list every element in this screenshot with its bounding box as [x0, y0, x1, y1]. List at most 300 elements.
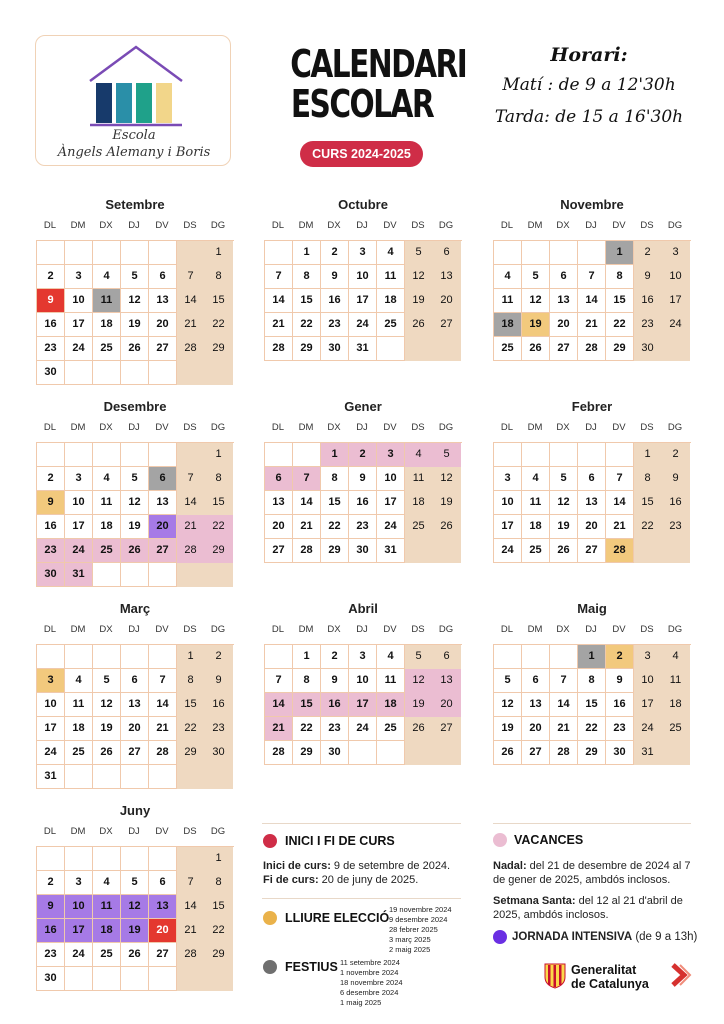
calendar-day: 16: [37, 313, 65, 337]
weekday-header: DG: [667, 624, 683, 635]
calendar-day: 25: [93, 943, 121, 967]
calendar-day: 29: [184, 746, 197, 758]
calendar-day: 29: [293, 741, 321, 765]
calendar-empty-cell: [93, 645, 121, 669]
weekday-header: DG: [667, 422, 683, 433]
calendar-day: 29: [293, 337, 321, 361]
calendar-day: 6: [149, 467, 177, 491]
calendar-day: 6: [578, 467, 606, 491]
calendar-day: 6: [443, 650, 450, 662]
calendar-day: 30: [606, 741, 634, 765]
calendar-day: 10: [349, 669, 377, 693]
calendar-empty-cell: [662, 539, 690, 563]
calendar-day: 22: [578, 717, 606, 741]
calendar-day: 31: [641, 746, 654, 758]
calendar-day: 1: [321, 443, 349, 467]
weekday-header: DJ: [585, 220, 597, 231]
weekday-header: DX: [99, 826, 113, 837]
calendar-day: 26: [522, 337, 550, 361]
month-grid: [493, 240, 691, 361]
calendar-day: 6: [443, 246, 450, 258]
calendar-day: 31: [377, 539, 405, 563]
calendar-day: 24: [641, 722, 654, 734]
calendar-day: 12: [121, 895, 149, 919]
weekday-header: DJ: [128, 624, 140, 635]
calendar-day: 28: [184, 342, 197, 354]
calendar-day: 15: [212, 900, 225, 912]
weekday-header: DS: [640, 624, 654, 635]
calendar-day: 5: [433, 443, 461, 467]
calendar-day: 9: [321, 265, 349, 289]
weekday-header: DJ: [128, 826, 140, 837]
calendar-day: 10: [65, 289, 93, 313]
calendar-day: 7: [550, 669, 578, 693]
weekday-header: DV: [612, 624, 626, 635]
weekday-header: DS: [411, 422, 425, 433]
calendar-day: 20: [265, 515, 293, 539]
calendar-day: 30: [321, 337, 349, 361]
calendar-empty-cell: [265, 241, 293, 265]
calendar-day: 23: [321, 717, 349, 741]
calendar-day: 24: [494, 539, 522, 563]
calendar-empty-cell: [149, 967, 177, 991]
lliure-date: 19 novembre 2024: [389, 905, 452, 914]
calendar-day: 5: [93, 669, 121, 693]
calendar-day: 4: [93, 467, 121, 491]
weekday-header: DM: [70, 422, 86, 433]
calendar-day: 17: [65, 313, 93, 337]
calendar-empty-cell: [121, 847, 149, 871]
weekday-header: DV: [383, 624, 397, 635]
calendar-day: 4: [405, 443, 433, 467]
calendar-day: 6: [550, 265, 578, 289]
calendar-day: 8: [606, 265, 634, 289]
calendar-empty-cell: [93, 443, 121, 467]
jornada-title: JORNADA INTENSIVA: [512, 931, 633, 943]
weekday-header: DX: [327, 422, 341, 433]
month-grid: [493, 442, 691, 563]
calendar-day: 31: [349, 337, 377, 361]
calendar-day: 1: [293, 241, 321, 265]
calendar-day: 17: [494, 515, 522, 539]
calendar-day: 11: [93, 491, 121, 515]
calendar-day: 1: [215, 852, 222, 864]
calendar-day: 21: [606, 515, 634, 539]
calendar-empty-cell: [433, 337, 461, 361]
calendar-day: 2: [672, 448, 679, 460]
calendar-day: 11: [93, 289, 121, 313]
month-grid: [264, 644, 462, 765]
calendar-empty-cell: [121, 361, 149, 385]
calendar-day: 5: [415, 246, 422, 258]
weekday-header: DG: [438, 624, 454, 635]
calendar-empty-cell: [149, 361, 177, 385]
calendar-day: 18: [522, 515, 550, 539]
calendar-day: 8: [578, 669, 606, 693]
calendar-day: 12: [550, 491, 578, 515]
calendar-day: 13: [149, 289, 177, 313]
weekday-header-row: [264, 624, 462, 638]
calendar-day: 2: [349, 443, 377, 467]
calendar-empty-cell: [65, 241, 93, 265]
calendar-day: 11: [377, 669, 405, 693]
calendar-day: 12: [440, 472, 453, 484]
calendar-empty-cell: [433, 741, 461, 765]
calendar-day: 9: [349, 467, 377, 491]
calendar-day: 2: [321, 241, 349, 265]
calendar-day: 22: [293, 717, 321, 741]
calendar-empty-cell: [550, 241, 578, 265]
calendar-day: 19: [522, 313, 550, 337]
calendar-day: 7: [149, 669, 177, 693]
setmana-value: del 12 al 21 d'abril de 2025, ambdós inclosos.: [493, 895, 683, 921]
calendar-empty-cell: [205, 967, 233, 991]
horari-mati: Matí : de 9 a 12'30h: [502, 75, 676, 95]
calendar-empty-cell: [349, 741, 377, 765]
calendar-day: 3: [672, 246, 679, 258]
calendar-empty-cell: [494, 241, 522, 265]
calendar-day: 8: [215, 270, 222, 282]
calendar-day: 31: [37, 765, 65, 789]
calendar-day: 13: [121, 693, 149, 717]
calendar-day: 19: [440, 496, 453, 508]
calendar-day: 8: [215, 472, 222, 484]
calendar-day: 15: [321, 491, 349, 515]
calendar-day: 27: [121, 741, 149, 765]
calendar-day: 2: [37, 467, 65, 491]
calendar-day: 10: [65, 895, 93, 919]
calendar-day: 16: [37, 919, 65, 943]
calendar-empty-cell: [662, 337, 690, 361]
calendar-day: 22: [205, 515, 233, 539]
calendar-day: 5: [121, 265, 149, 289]
weekday-header: DS: [183, 826, 197, 837]
calendar-day: 13: [578, 491, 606, 515]
calendar-day: 28: [265, 741, 293, 765]
calendar-day: 15: [212, 294, 225, 306]
calendar-empty-cell: [377, 741, 405, 765]
calendar-day: 9: [606, 669, 634, 693]
calendar-empty-cell: [121, 443, 149, 467]
calendar-day: 16: [321, 693, 349, 717]
calendar-day: 10: [37, 693, 65, 717]
calendar-day: 17: [349, 289, 377, 313]
calendar-day: 9: [644, 270, 651, 282]
calendar-day: 18: [377, 289, 405, 313]
calendar-day: 13: [550, 289, 578, 313]
calendar-day: 4: [93, 265, 121, 289]
weekday-header: DX: [99, 422, 113, 433]
calendar-day: 29: [606, 337, 634, 361]
calendar-day: 13: [149, 491, 177, 515]
calendar-day: 29: [205, 539, 233, 563]
calendar-day: 17: [641, 698, 654, 710]
calendar-day: 5: [121, 467, 149, 491]
weekday-header: DL: [271, 220, 285, 231]
calendar-day: 25: [377, 313, 405, 337]
calendar-day: 3: [494, 467, 522, 491]
horari-tarda: Tarda: de 15 a 16'30h: [494, 107, 684, 127]
calendar-day: 30: [212, 746, 225, 758]
festius-dates: [340, 958, 403, 1008]
calendar-day: 20: [433, 693, 461, 717]
school-name-line2: Àngels Alemany i Boris: [57, 145, 211, 160]
inici-fi-text: [263, 859, 463, 887]
calendar-day: 21: [578, 313, 606, 337]
weekday-header: DM: [70, 826, 86, 837]
month-grid: [264, 240, 462, 361]
calendar-day: 15: [606, 289, 634, 313]
calendar-day: 30: [641, 342, 654, 354]
weekday-header-row: [36, 826, 234, 840]
calendar-empty-cell: [177, 967, 205, 991]
calendar-day: 19: [412, 294, 425, 306]
month-title: Març: [119, 601, 151, 616]
calendar-day: 28: [177, 539, 205, 563]
calendar-day: 23: [606, 717, 634, 741]
calendar-empty-cell: [578, 443, 606, 467]
calendar-day: 5: [522, 265, 550, 289]
calendar-day: 5: [494, 669, 522, 693]
calendar-day: 27: [522, 741, 550, 765]
calendar-day: 26: [121, 337, 149, 361]
school-name-line1: Escola: [112, 128, 156, 143]
calendar-empty-cell: [37, 847, 65, 871]
school-logo-box: [35, 35, 231, 166]
festiu-date: 6 desembre 2024: [340, 988, 399, 997]
weekday-header: DV: [612, 220, 626, 231]
vacances-dot: [493, 833, 507, 847]
weekday-header: DJ: [585, 422, 597, 433]
festius-title: FESTIUS: [285, 960, 338, 974]
calendar-empty-cell: [65, 361, 93, 385]
calendar-empty-cell: [494, 443, 522, 467]
calendar-day: 21: [550, 717, 578, 741]
calendar-day: 4: [377, 241, 405, 265]
calendar-day: 21: [149, 717, 177, 741]
festiu-date: 1 maig 2025: [340, 998, 382, 1007]
calendar-day: 23: [641, 318, 654, 330]
weekday-header: DL: [43, 422, 57, 433]
calendar-day: 13: [522, 693, 550, 717]
calendar-day: 23: [212, 722, 225, 734]
calendar-day: 18: [669, 698, 682, 710]
calendar-day: 19: [121, 313, 149, 337]
calendar-day: 11: [669, 674, 682, 686]
calendar-day: 1: [187, 650, 194, 662]
calendar-day: 22: [641, 520, 654, 532]
calendar-day: 24: [65, 539, 93, 563]
calendar-empty-cell: [121, 241, 149, 265]
weekday-header: DS: [640, 422, 654, 433]
lliure-eleccio-dot: [263, 911, 277, 925]
legend-divider: [262, 823, 461, 824]
calendar-day: 18: [93, 313, 121, 337]
calendar-day: 11: [522, 491, 550, 515]
calendar-day: 14: [265, 693, 293, 717]
calendar-day: 12: [405, 669, 433, 693]
calendar-day: 10: [377, 467, 405, 491]
calendar-day: 28: [550, 741, 578, 765]
calendar-day: 7: [293, 467, 321, 491]
calendar-empty-cell: [205, 765, 233, 789]
calendar-day: 19: [93, 717, 121, 741]
calendar-day: 1: [606, 241, 634, 265]
weekday-header: DM: [70, 624, 86, 635]
calendar-empty-cell: [522, 241, 550, 265]
calendar-day: 9: [215, 674, 222, 686]
calendar-day: 26: [412, 722, 425, 734]
calendar-day: 16: [606, 693, 634, 717]
calendar-day: 25: [93, 539, 121, 563]
weekday-header: DS: [411, 220, 425, 231]
calendar-day: 19: [121, 515, 149, 539]
calendar-day: 25: [669, 722, 682, 734]
calendar-day: 25: [522, 539, 550, 563]
weekday-header-row: [264, 422, 462, 436]
calendar-day: 30: [37, 563, 65, 587]
calendar-day: 23: [349, 515, 377, 539]
chevron-right-icon: [668, 962, 692, 988]
calendar-day: 15: [641, 496, 654, 508]
weekday-header: DS: [183, 220, 197, 231]
calendar-day: 16: [641, 294, 654, 306]
weekday-header-row: [36, 220, 234, 234]
calendar-day: 15: [212, 496, 225, 508]
nadal-value: del 21 de desembre de 2024 al 7 de gener de 2025, ambdós inclosos.: [493, 860, 691, 886]
calendar-day: 16: [669, 496, 682, 508]
month-title: Febrer: [571, 399, 613, 414]
calendar-day: 22: [293, 313, 321, 337]
calendar-day: 20: [149, 919, 177, 943]
calendar-day: 4: [494, 265, 522, 289]
calendar-empty-cell: [177, 765, 205, 789]
calendar-day: 24: [65, 943, 93, 967]
generalitat-name: [571, 963, 649, 991]
calendar-day: 4: [93, 871, 121, 895]
calendar-day: 7: [187, 270, 194, 282]
course-badge: CURS 2024-2025: [300, 141, 423, 167]
weekday-header: DS: [640, 220, 654, 231]
weekday-header: DJ: [356, 220, 368, 231]
calendar-empty-cell: [265, 443, 293, 467]
calendar-day: 7: [578, 265, 606, 289]
calendar-day: 8: [644, 472, 651, 484]
calendar-empty-cell: [65, 645, 93, 669]
calendar-day: 15: [184, 698, 197, 710]
weekday-header-row: [36, 422, 234, 436]
weekday-header: DV: [612, 422, 626, 433]
calendar-empty-cell: [149, 645, 177, 669]
calendar-day: 24: [669, 318, 682, 330]
calendar-day: 22: [321, 515, 349, 539]
weekday-header: DV: [383, 220, 397, 231]
calendar-day: 6: [149, 871, 177, 895]
month-grid: [36, 644, 234, 789]
calendar-empty-cell: [121, 967, 149, 991]
calendar-day: 12: [121, 491, 149, 515]
calendar-day: 24: [377, 515, 405, 539]
calendar-day: 23: [37, 539, 65, 563]
calendar-empty-cell: [205, 361, 233, 385]
calendar-day: 8: [187, 674, 194, 686]
calendar-day: 9: [37, 289, 65, 313]
weekday-header: DM: [298, 422, 314, 433]
weekday-header: DL: [500, 624, 514, 635]
inici-label: Inici de curs:: [263, 860, 331, 872]
page-title-line1: CALENDARI: [290, 42, 467, 86]
calendar-day: 1: [644, 448, 651, 460]
calendar-day: 9: [37, 491, 65, 515]
month-title: Gener: [344, 399, 382, 414]
calendar-day: 14: [293, 491, 321, 515]
month-grid: [36, 240, 234, 385]
calendar-day: 5: [415, 650, 422, 662]
vacances-title: VACANCES: [514, 833, 584, 847]
calendar-day: 13: [433, 669, 461, 693]
calendar-day: 26: [121, 943, 149, 967]
weekday-header: DS: [183, 624, 197, 635]
weekday-header: DG: [210, 220, 226, 231]
calendar-day: 31: [65, 563, 93, 587]
weekday-header: DV: [155, 220, 169, 231]
calendar-day: 11: [93, 895, 121, 919]
calendar-day: 16: [349, 491, 377, 515]
calendar-day: 30: [37, 361, 65, 385]
generalitat-line1: Generalitat: [571, 963, 637, 977]
weekday-header: DJ: [356, 624, 368, 635]
calendar-empty-cell: [265, 645, 293, 669]
calendar-day: 22: [212, 318, 225, 330]
jornada-intensiva-text: [512, 930, 712, 944]
calendar-empty-cell: [634, 539, 662, 563]
weekday-header: DX: [327, 220, 341, 231]
calendar-day: 3: [377, 443, 405, 467]
calendar-day: 16: [321, 289, 349, 313]
calendar-day: 14: [578, 289, 606, 313]
calendar-day: 14: [265, 289, 293, 313]
calendar-day: 3: [65, 871, 93, 895]
weekday-header: DJ: [128, 220, 140, 231]
calendar-day: 28: [265, 337, 293, 361]
calendar-empty-cell: [377, 337, 405, 361]
calendar-day: 25: [494, 337, 522, 361]
weekday-header: DS: [183, 422, 197, 433]
month-title: Abril: [348, 601, 378, 616]
festiu-date: 11 setembre 2024: [340, 958, 400, 967]
calendar-day: 26: [440, 520, 453, 532]
calendar-day: 6: [522, 669, 550, 693]
calendar-day: 5: [121, 871, 149, 895]
weekday-header: DG: [210, 624, 226, 635]
month-title: Juny: [119, 803, 151, 818]
calendar-empty-cell: [149, 563, 177, 587]
calendar-day: 26: [412, 318, 425, 330]
calendar-empty-cell: [522, 443, 550, 467]
month-grid: [493, 644, 691, 765]
weekday-header: DX: [556, 220, 570, 231]
weekday-header: DJ: [356, 422, 368, 433]
month-title: Setembre: [105, 197, 165, 212]
calendar-day: 27: [265, 539, 293, 563]
calendar-day: 17: [349, 693, 377, 717]
calendar-day: 16: [212, 698, 225, 710]
calendar-empty-cell: [37, 241, 65, 265]
calendar-day: 25: [65, 741, 93, 765]
calendar-day: 2: [644, 246, 651, 258]
calendar-day: 18: [494, 313, 522, 337]
weekday-header-row: [493, 422, 691, 436]
